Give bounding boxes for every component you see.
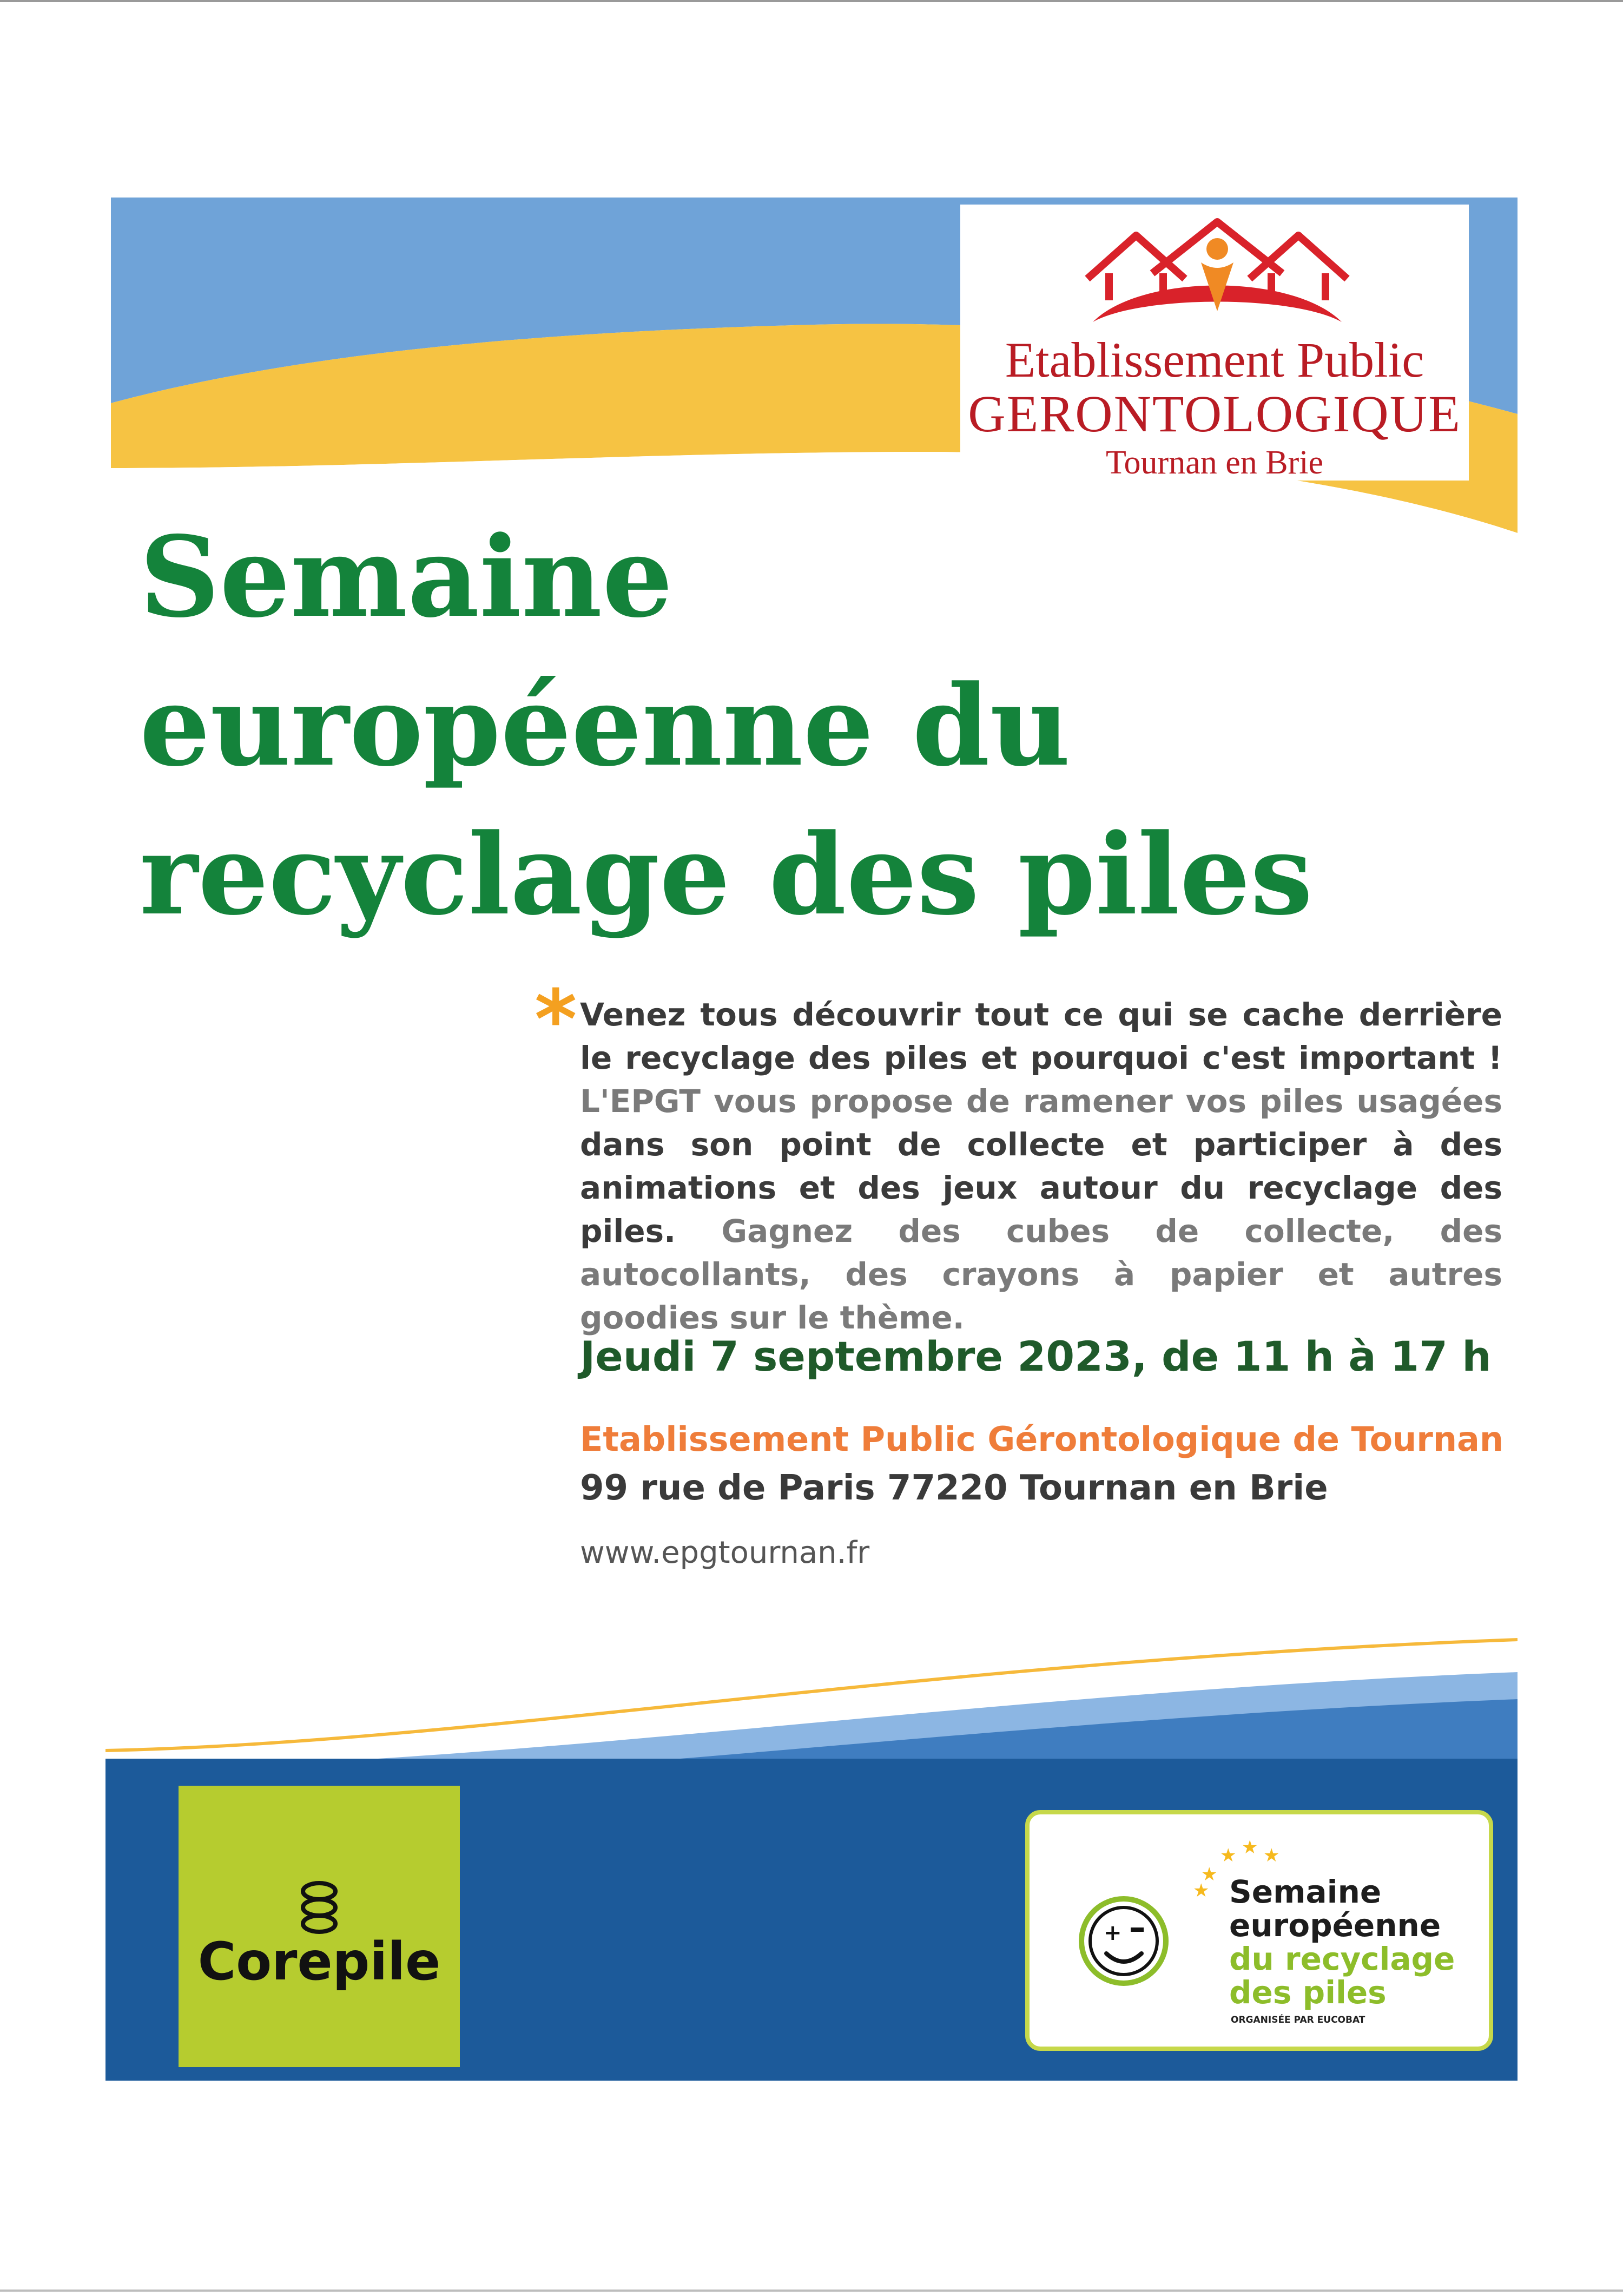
week-logo-line-3: du recyclage: [1229, 1940, 1455, 1977]
week-logo-line-1: Semaine: [1229, 1873, 1382, 1910]
asterisk-icon: *: [535, 973, 577, 1067]
corepile-logo-text: Corepile: [197, 1931, 441, 1992]
svg-text:★: ★: [1201, 1864, 1218, 1885]
svg-text:★: ★: [1263, 1845, 1280, 1866]
smiley-face-icon: [1077, 1894, 1171, 1989]
intro-part-3: dans son point de collecte et participer à des animations et des jeux autour du recyclage des piles.: [580, 1126, 1502, 1249]
week-logo-line-2: européenne: [1229, 1907, 1441, 1944]
intro-part-4: Gagnez des cubes de collecte, des autocollants, des crayons à papier et autres goodies sur le thème.: [580, 1213, 1502, 1336]
svg-text:★: ★: [1220, 1845, 1237, 1866]
week-logo-organizer: ORGANISÉE PAR EUCOBAT: [1231, 2015, 1365, 2025]
logo-line-establishment: Etablissement Public: [1005, 332, 1424, 387]
top-scan-edge: [0, 0, 1623, 2]
svg-text:★: ★: [1193, 1880, 1210, 1897]
week-logo-line-4: des piles: [1229, 1974, 1387, 2011]
page-title: [140, 503, 1384, 950]
logo-line-gerontologique: GERONTOLOGIQUE: [968, 385, 1461, 443]
event-venue: Etablissement Public Gérontologique de Tournan: [580, 1419, 1503, 1459]
intro-paragraph: [580, 993, 1502, 1339]
svg-text:+: +: [1104, 1920, 1122, 1945]
bottom-scan-edge: [0, 2290, 1623, 2292]
title-line-3: recyclage des piles: [140, 810, 1313, 940]
house-logo-icon: [1077, 214, 1358, 338]
title-line-1: Semaine: [140, 512, 673, 642]
event-address: 99 rue de Paris 77220 Tournan en Brie: [580, 1468, 1328, 1508]
event-date: Jeudi 7 septembre 2023, de 11 h à 17 h: [580, 1332, 1492, 1380]
intro-part-2: L'EPGT vous propose de ramener vos piles usagées: [580, 1083, 1502, 1120]
svg-text:★: ★: [1242, 1837, 1258, 1858]
event-website-link[interactable]: www.epgtournan.fr: [580, 1535, 870, 1570]
battery-spiral-icon: [292, 1878, 346, 1937]
title-line-2: européenne du: [140, 661, 1071, 791]
logo-line-location: Tournan en Brie: [1106, 444, 1323, 481]
intro-part-1: Venez tous découvrir tout ce qui se cache derrière le recyclage des piles et pourquoi c'est important !: [580, 996, 1502, 1076]
